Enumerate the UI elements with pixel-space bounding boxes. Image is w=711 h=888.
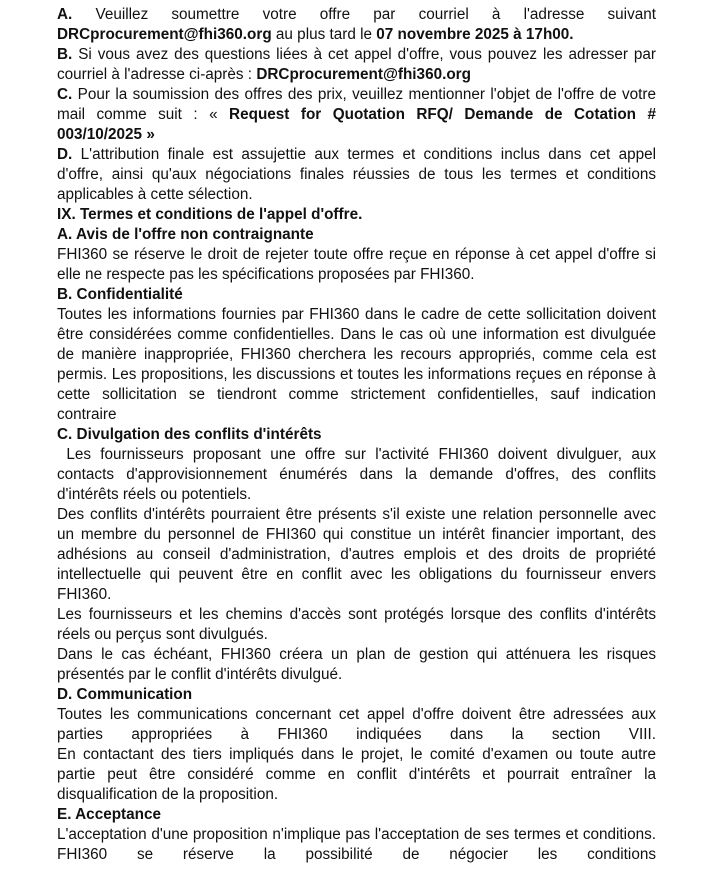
subsection-heading-c: C. Divulgation des conflits d'intérêts [57, 426, 322, 443]
item-text: Pour la soumission des offres des prix, veuillez mentionner l'objet de l'offre de votre mail comme suit : « [57, 86, 656, 123]
item-label: B. [57, 46, 73, 63]
subsection-body-d-2: En contactant des tiers impliqués dans le projet, le comité d'examen ou toute autre partie peut être considéré comme en conflit d'intérêts et pourrait entraîner la disqualification de la proposition. [57, 746, 656, 803]
section-heading: IX. Termes et conditions de l'appel d'offre. [57, 206, 363, 223]
subsection-body-a: FHI360 se réserve le droit de rejeter toute offre reçue en réponse à cet appel d'offre si elle ne respecte pas les spécifications proposées par FHI360. [57, 246, 656, 283]
subsection-heading-b: B. Confidentialité [57, 286, 183, 303]
item-viii-c [57, 85, 656, 145]
item-viii-a [57, 5, 656, 45]
subsection-body-e: L'acceptation d'une proposition n'implique pas l'acceptation de ses termes et conditions. FHI360 se réserve la possibilité de négocier les conditions [57, 826, 656, 863]
deadline: 07 novembre 2025 à 17h00. [376, 26, 574, 43]
subsection-heading-d: D. Communication [57, 686, 193, 703]
subsection-body-d-1: Toutes les communications concernant cet appel d'offre doivent être adressées aux parties appropriées à FHI360 indiquées dans la section VIII. [57, 706, 656, 743]
item-viii-d [57, 145, 656, 205]
email-subject: Request for Quotation RFQ/ Demande de Cotation # 003/10/2025 » [57, 106, 656, 143]
item-label: C. [57, 86, 73, 103]
subsection-heading-a: A. Avis de l'offre non contraignante [57, 226, 314, 243]
item-label: A. [57, 6, 73, 23]
subsection-body-c-2: Des conflits d'intérêts pourraient être présents s'il existe une relation personnelle avec un membre du personnel de FHI360 qui constitue un intérêt financier important, des adhésions au conseil d'administration, d'autres emplois et des droits de propriété intellectuelle qui peuvent être en conflit avec les obligations du fournisseur envers FHI360. [57, 506, 656, 603]
item-viii-b [57, 45, 656, 85]
subsection-heading-e: E. Acceptance [57, 806, 162, 823]
subsection-body-b: Toutes les informations fournies par FHI360 dans le cadre de cette sollicitation doivent être considérées comme confidentielles. Dans le cas où une information est divulguée de manière inappropriée, FHI360 cherchera les recours appropriés, comme cela est permis. Les propositions, les discussions et toutes les informations reçues en réponse à cette sollicitation se tiendront comme strictement confidentielles, sauf indication contraire [57, 306, 656, 423]
email-address: DRCprocurement@fhi360.org [256, 66, 471, 83]
subsection-body-c-3: Les fournisseurs et les chemins d'accès sont protégés lorsque des conflits d'intérêts réels ou perçus sont divulgués. [57, 606, 656, 643]
item-text: au plus tard le [271, 26, 377, 43]
item-text: L'attribution finale est assujettie aux termes et conditions inclus dans cet appel d'offre, ainsi qu'aux négociations finales réussies de tous les termes et conditions applicables à cette sélection. [57, 146, 656, 203]
item-text: Si vous avez des questions liées à cet appel d'offre, vous pouvez les adresser par courriel à l'adresse ci-après : [57, 46, 656, 83]
item-label: D. [57, 146, 73, 163]
item-text: Veuillez soumettre votre offre par courriel à l'adresse suivant [72, 6, 656, 23]
subsection-body-c-1: Les fournisseurs proposant une offre sur l'activité FHI360 doivent divulguer, aux contacts d'approvisionnement énumérés dans la demande d'offres, des conflits d'intérêts réels ou potentiels. [57, 446, 661, 503]
email-address: DRCprocurement@fhi360.org [57, 26, 272, 43]
subsection-body-c-4: Dans le cas échéant, FHI360 créera un plan de gestion qui atténuera les risques présentés par le conflit d'intérêts divulgué. [57, 646, 656, 683]
